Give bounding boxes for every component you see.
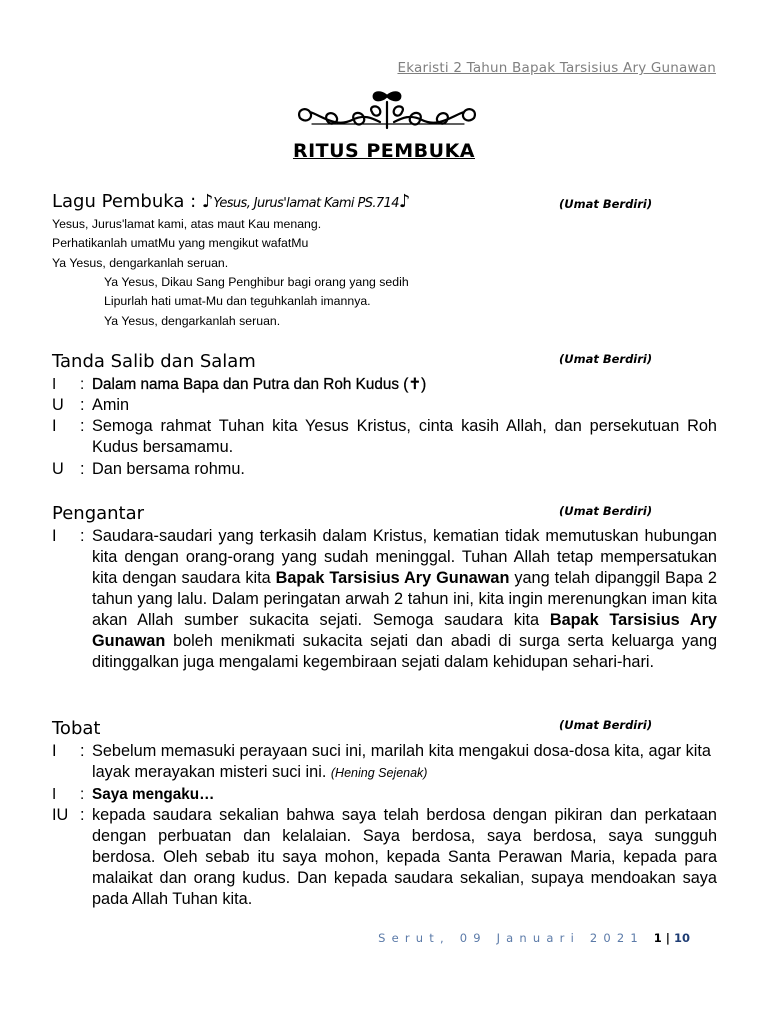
song-title: Yesus, Jurus'lamat Kami PS.714 [213,196,399,211]
footer-place-date: Serut, 09 Januari 2021 [378,931,644,945]
lyric-line: Perhatikanlah umatMu yang mengikut wafatMu [52,236,309,251]
deceased-name: Bapak Tarsisius Ary Gunawan [275,569,510,587]
speaker-label: I [52,786,57,803]
deceased-name: Bapak Tarsisius Ary Gunawan [92,611,717,650]
dialogue-text: kepada saudara sekalian bahwa saya telah berdosa dengan pikiran dan perkataan dengan perbuatan dan kelalaian. Saya berdosa, saya berdosa, saya sungguh berdosa. Oleh sebab itu saya mohon, kepada Santa Perawan Maria, kepada para malaikat dan orang kudus. Dan kepada saudara sekalian, supaya mendoakan saya pada Allah Tuhan kita. [92,806,717,908]
dialogue-row: I : Saudara-saudari yang terkasih dalam Kristus, kematian tidak memutuskan hubungan kita dengan orang-orang yang sudah meninggal. Tuhan Allah tetap mempersatukan kita dengan saudara kita Bapak Tarsisius Ary Gunawan yang telah dipanggil Bapa 2 tahun yang lalu. Dalam peringatan arwah 2 tahun ini, kita ingin merenungkan iman kita akan Allah sumber sukacita sejati. Semoga saudara kita Bapak Tarsisius Ary Gunawan boleh menikmati sukacita sejati dan abadi di surga serta keluarga yang ditinggalkan juga mengalami kegembiraan sejati dalam kehidupan sehari-hari. [52,527,717,671]
dialogue-text: Saya mengaku… [92,786,215,803]
lyric-refrain [104,273,409,331]
posture-note: (Umat Berdiri) [559,197,653,211]
dialogue-row: U : Dan bersama rohmu. [52,459,717,480]
section-title: RITUS PEMBUKA [292,140,476,162]
pengantar-heading: Pengantar [52,503,145,524]
dialogue-row: I : Semoga rahmat Tuhan kita Yesus Kristus, cinta kasih Allah, dan persekutuan Roh Kudus bersamamu. [52,417,717,456]
page-number: 1 [653,931,662,945]
speaker-label: I [52,742,57,760]
page-total: 10 [673,931,690,945]
lyric-line: Ya Yesus, Dikau Sang Penghibur bagi orang yang sedih [104,275,409,289]
lyric-line: Lipurlah hati umat-Mu dan teguhkanlah imannya. [104,294,371,309]
dialogue-text: Dalam nama Bapa dan Putra dan Roh Kudus (✝) [92,376,427,393]
dialogue-text: Semoga rahmat Tuhan kita Yesus Kristus, cinta kasih Allah, dan persekutuan Roh Kudus bersamamu. [92,417,717,456]
flourish-ornament [292,88,482,136]
music-note-icon-end: ♪ [398,191,411,212]
lyric-verse [52,215,321,273]
tobat-heading: Tobat [52,718,101,739]
posture-note: (Umat Berdiri) [559,504,653,518]
dialogue-row: I : Sebelum memasuki perayaan suci ini, marilah kita mengakui dosa-dosa kita, agar kita layak merayakan misteri suci ini. (Hening Sejenak) [52,741,717,784]
dialogue-text: Dan bersama rohmu. [92,460,245,478]
lagu-heading-label: Lagu Pembuka : [52,191,202,212]
document-header: Ekaristi 2 Tahun Bapak Tarsisius Ary Gunawan [397,60,716,76]
speaker-label: I [52,376,57,393]
speaker-label: IU [52,806,69,824]
speaker-label: I [52,527,57,545]
dialogue-text: Sebelum memasuki perayaan suci ini, marilah kita mengakui dosa-dosa kita, agar kita layak merayakan misteri suci ini. (Hening Sejenak) [92,742,711,781]
music-note-icon: ♪ [201,191,214,212]
dialogue-row: I : Dalam nama Bapa dan Putra dan Roh Kudus (✝) [52,374,717,395]
tanda-salib-heading: Tanda Salib dan Salam [52,351,256,372]
page-separator: | [661,931,674,945]
speaker-label: I [52,417,57,435]
speaker-label: U [52,396,64,414]
dialogue-row: U : Amin [52,395,717,416]
lagu-pembuka-heading [52,191,410,212]
lyric-line: Ya Yesus, dengarkanlah seruan. [104,313,281,328]
dialogue-row: I : Saya mengaku… [52,784,717,805]
page-footer [378,931,690,945]
rubric-note: (Hening Sejenak) [330,766,428,780]
posture-note: (Umat Berdiri) [559,718,653,732]
speaker-label: U [52,460,64,478]
dialogue-text: Saudara-saudari yang terkasih dalam Kristus, kematian tidak memutuskan hubungan kita dengan orang-orang yang sudah meninggal. Tuhan Allah tetap mempersatukan kita dengan saudara kita Bapak Tarsisius Ary Gunawan yang telah dipanggil Bapa 2 tahun yang lalu. Dalam peringatan arwah 2 tahun ini, kita ingin merenungkan iman kita akan Allah sumber sukacita sejati. Semoga saudara kita Bapak Tarsisius Ary Gunawan boleh menikmati sukacita sejati dan abadi di surga serta keluarga yang ditinggalkan juga mengalami kegembiraan sejati dalam kehidupan sehari-hari. [92,527,717,671]
lyric-line: Yesus, Jurus'lamat kami, atas maut Kau menang. [52,217,322,231]
lyric-line: Ya Yesus, dengarkanlah seruan. [52,255,229,270]
dialogue-row: IU : kepada saudara sekalian bahwa saya telah berdosa dengan pikiran dan perkataan dengan perbuatan dan kelalaian. Saya berdosa, saya berdosa, saya sungguh berdosa. Oleh sebab itu saya mohon, kepada Santa Perawan Maria, kepada para malaikat dan orang kudus. Dan kepada saudara sekalian, supaya mendoakan saya pada Allah Tuhan kita. [52,806,717,908]
dialogue-text: Amin [92,396,130,414]
posture-note: (Umat Berdiri) [559,352,653,366]
